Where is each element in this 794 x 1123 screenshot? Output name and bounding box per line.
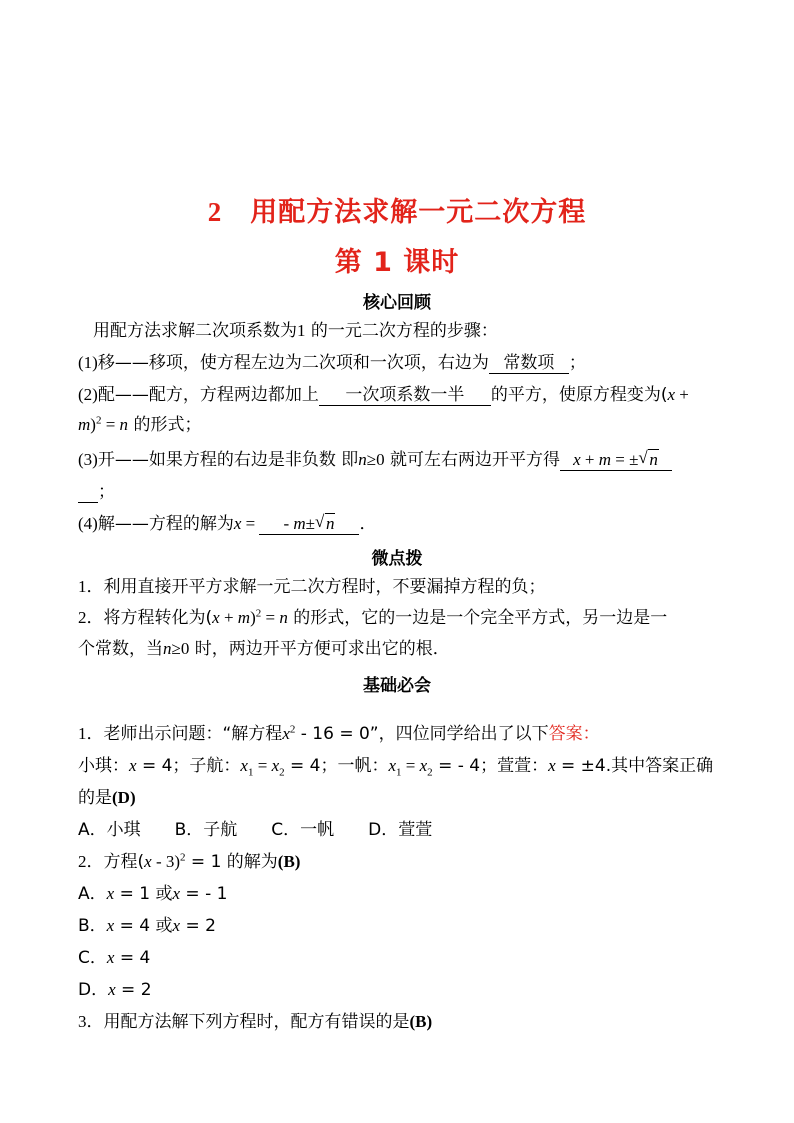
answer-label: (B) <box>409 1012 433 1031</box>
answer-label: (D) <box>112 788 136 807</box>
review-step-2-cont: m)$^2$ = n 的形式； <box>78 414 202 435</box>
sqrt-symbol: √ n <box>314 512 335 533</box>
question-1-line-3: 的是(D) <box>78 788 136 808</box>
answer-label: (B) <box>277 852 301 871</box>
answer-blank-3: x + m = ± √ n <box>560 450 672 471</box>
review-step-4: (4)解——方程的解为x = - m± √ n ． <box>78 512 377 534</box>
lesson-number: 2 <box>207 197 223 227</box>
answer-blank-2: 一次项系数一半 <box>319 385 491 406</box>
tip-2-cont: 个常数，当n≥0 时，两边开平方便可求出它的根． <box>78 639 450 659</box>
lesson-title-text: 用配方法求解一元二次方程 <box>250 197 587 228</box>
review-intro: 用配方法求解二次项系数为1 的一元二次方程的步骤： <box>93 321 498 341</box>
lesson-title <box>0 190 794 229</box>
tip-1: 1．利用直接开平方求解一元二次方程时，不要漏掉方程的负； <box>78 577 546 597</box>
tip-2: 2．将方程转化为$(x + m)^2 = n$ 的形式，它的一边是一个完全平方式，另一边是一 <box>78 607 668 628</box>
question-2-option-c: C．x = 4 <box>78 948 151 968</box>
review-step-2: (2)配——配方，方程两边都加上 一次项系数一半 的平方，使原方程变为(x + <box>78 385 689 405</box>
question-2-option-a: A．x = 1 或x = - 1 <box>78 884 228 904</box>
review-step-3: (3)开——如果方程的右边是非负数 即n≥0 就可左右两边开平方得 x + m = ± √ n <box>78 449 728 471</box>
question-1: 1．老师出示问题：“解方程$x^2 - 16 = 0$”，四位同学给出了以下答案： <box>78 723 600 744</box>
question-1-line-2: 小琪：x = 4；子航：$x_1 = x_2 = 4$；一帆：$x_1 = x_2$ = - 4；萱萱：x = ±4.其中答案正确 <box>78 756 714 779</box>
review-heading: 核心回顾 <box>363 293 431 313</box>
basics-heading: 基础必会 <box>363 676 431 696</box>
question-2: 2．方程(x - 3)$^2$ = 1 的解为(B) <box>78 851 301 872</box>
review-step-1: (1)移——移项，使方程左边为二次项和一次项，右边为 常数项 ； <box>78 353 586 373</box>
tips-heading: 微点拨 <box>371 549 423 569</box>
question-2-option-d: D．x = 2 <box>78 980 152 1000</box>
question-2-option-b: B．x = 4 或x = 2 <box>78 916 216 936</box>
question-1-options: A．小琪 B．子航 C．一帆 D．萱萱 <box>78 820 433 840</box>
answer-blank-4: - m± √ n <box>259 514 359 535</box>
answer-blank-3-tail <box>78 482 98 503</box>
question-3: 3．用配方法解下列方程时，配方有错误的是(B) <box>78 1012 433 1032</box>
answer-blank-1: 常数项 <box>489 353 569 374</box>
sqrt-symbol: √ n <box>638 448 658 469</box>
lesson-subtitle: 第 1 课时 <box>334 247 460 278</box>
review-step-3-cont: ； <box>78 481 728 503</box>
